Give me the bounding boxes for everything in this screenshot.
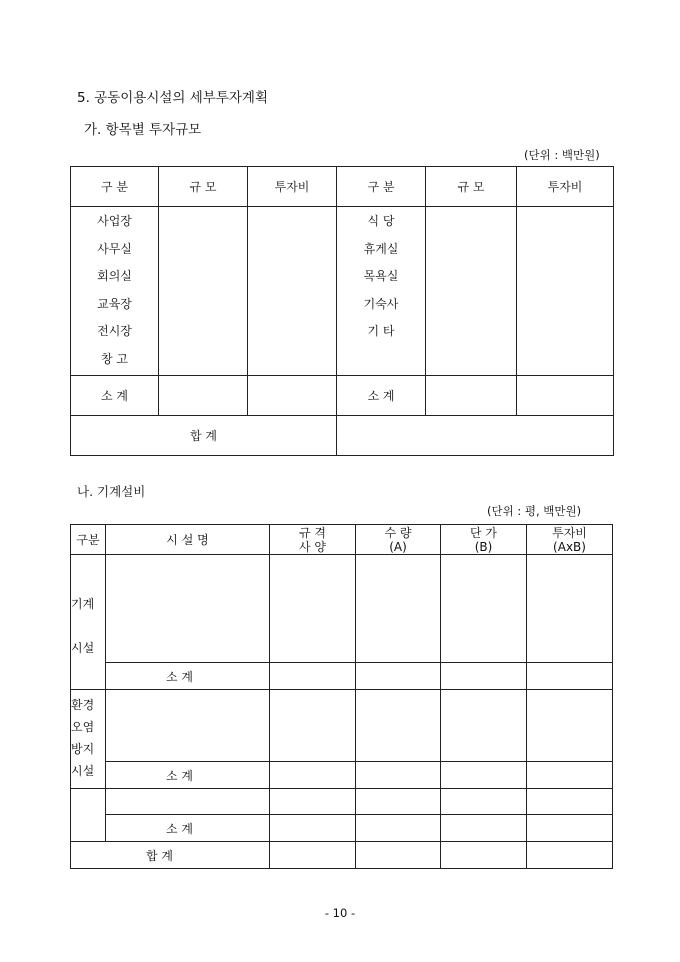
subtotal-label: 소 계 <box>106 663 270 690</box>
table-cell <box>356 815 441 842</box>
header-investment-line2: (AxB) <box>553 539 586 554</box>
header-investment <box>527 525 613 555</box>
table-cell <box>527 842 613 869</box>
group-label-line: 기계 <box>71 597 95 611</box>
header-spec <box>270 525 356 555</box>
header-cost-left: 투자비 <box>248 167 337 207</box>
table-cell <box>517 207 614 376</box>
header-spec-line2: 사 양 <box>299 539 326 554</box>
table-cell <box>527 815 613 842</box>
table-row <box>71 815 613 842</box>
table-cell <box>270 555 356 663</box>
table-cell <box>106 690 270 762</box>
header-unit-price-line1: 단 가 <box>470 525 497 540</box>
header-investment-line1: 투자비 <box>552 525 587 540</box>
table-cell <box>356 690 441 762</box>
table-cell <box>270 663 356 690</box>
table-cell <box>248 207 337 376</box>
table-cell <box>441 789 527 815</box>
table-cell <box>441 762 527 789</box>
header-quantity-line1: 수 량 <box>384 525 412 540</box>
item-label: 회의실 <box>97 269 132 283</box>
header-category-right: 구 분 <box>337 167 426 207</box>
subsection-a-title: 가. 항목별 투자규모 <box>84 122 202 138</box>
investment-scale-table <box>70 166 614 456</box>
table-cell <box>356 789 441 815</box>
table2-header-row <box>71 525 613 555</box>
table-cell <box>527 690 613 762</box>
total-label: 합 계 <box>71 842 270 869</box>
subsection-b-title: 나. 기계설비 <box>77 484 146 499</box>
header-category: 구분 <box>71 525 106 555</box>
table-cell <box>441 815 527 842</box>
subtotal-label: 소 계 <box>106 762 270 789</box>
header-quantity-line2: (A) <box>389 539 407 554</box>
table-cell <box>159 207 248 376</box>
item-label: 교육장 <box>97 296 132 311</box>
group-machinery-label <box>71 555 106 690</box>
table-cell <box>270 690 356 762</box>
item-label: 식 당 <box>367 214 395 228</box>
subtotal-label: 소 계 <box>106 815 270 842</box>
group-label-line: 방지 <box>71 742 95 756</box>
table1-header-row <box>71 167 614 207</box>
table1-total-row <box>71 416 614 456</box>
left-items-cell <box>71 207 159 376</box>
table-cell <box>441 842 527 869</box>
item-label: 사업장 <box>97 214 132 228</box>
table-cell <box>356 555 441 663</box>
table-cell <box>426 207 517 376</box>
table1-subtotal-row <box>71 376 614 416</box>
group-label-line: 오염 <box>71 720 95 734</box>
table-cell <box>426 376 517 416</box>
right-items-cell <box>337 207 426 376</box>
table-cell <box>441 690 527 762</box>
table2-total-row <box>71 842 613 869</box>
total-value-cell <box>337 416 614 456</box>
table-cell <box>527 663 613 690</box>
item-label: 휴게실 <box>363 241 399 256</box>
page-number: - 10 - <box>324 906 356 920</box>
table-row <box>71 555 613 663</box>
table-cell <box>356 842 441 869</box>
group-blank-label <box>71 789 106 842</box>
item-label: 목욕실 <box>363 269 399 283</box>
group-label-line: 시설 <box>71 641 95 655</box>
header-scale-left: 규 모 <box>159 167 248 207</box>
subtotal-label-left: 소 계 <box>71 376 159 416</box>
table-cell <box>517 376 614 416</box>
table-cell <box>159 376 248 416</box>
table-cell <box>527 762 613 789</box>
table-cell <box>248 376 337 416</box>
table-cell <box>270 789 356 815</box>
item-label: 기숙사 <box>363 296 399 311</box>
table-cell <box>106 555 270 663</box>
item-label: 전시장 <box>97 324 132 338</box>
table-cell <box>356 762 441 789</box>
table-cell <box>527 789 613 815</box>
header-unit-price-line2: (B) <box>474 539 493 554</box>
table-row <box>71 762 613 789</box>
header-facility-name: 시 설 명 <box>106 525 270 555</box>
table-cell <box>106 789 270 815</box>
table-row <box>71 690 613 762</box>
header-spec-line1: 규 격 <box>299 525 326 540</box>
header-scale-right: 규 모 <box>426 167 517 207</box>
header-cost-right: 투자비 <box>517 167 614 207</box>
total-label: 합 계 <box>71 416 337 456</box>
table-cell <box>356 663 441 690</box>
group-label-line: 시설 <box>71 764 95 778</box>
table-cell <box>270 815 356 842</box>
unit-label-b: (단위 : 평, 백만원) <box>487 504 582 518</box>
table-row <box>71 789 613 815</box>
group-label-line: 환경 <box>71 698 95 712</box>
unit-label-a: (단위 : 백만원) <box>524 148 600 162</box>
table-cell <box>270 842 356 869</box>
table-cell <box>441 555 527 663</box>
item-label: 사무실 <box>97 241 132 256</box>
table-cell <box>527 555 613 663</box>
item-label: 기 타 <box>367 324 395 338</box>
header-category-left: 구 분 <box>71 167 159 207</box>
table-row <box>71 663 613 690</box>
subtotal-label-right: 소 계 <box>337 376 426 416</box>
section-title: 5. 공동이용시설의 세부투자계획 <box>77 90 268 106</box>
item-label: 창 고 <box>101 351 128 366</box>
machinery-table <box>70 524 613 869</box>
header-quantity <box>356 525 441 555</box>
header-unit-price <box>441 525 527 555</box>
table1-items-row <box>71 207 614 376</box>
table-cell <box>270 762 356 789</box>
group-pollution-label <box>71 690 106 789</box>
table-cell <box>441 663 527 690</box>
